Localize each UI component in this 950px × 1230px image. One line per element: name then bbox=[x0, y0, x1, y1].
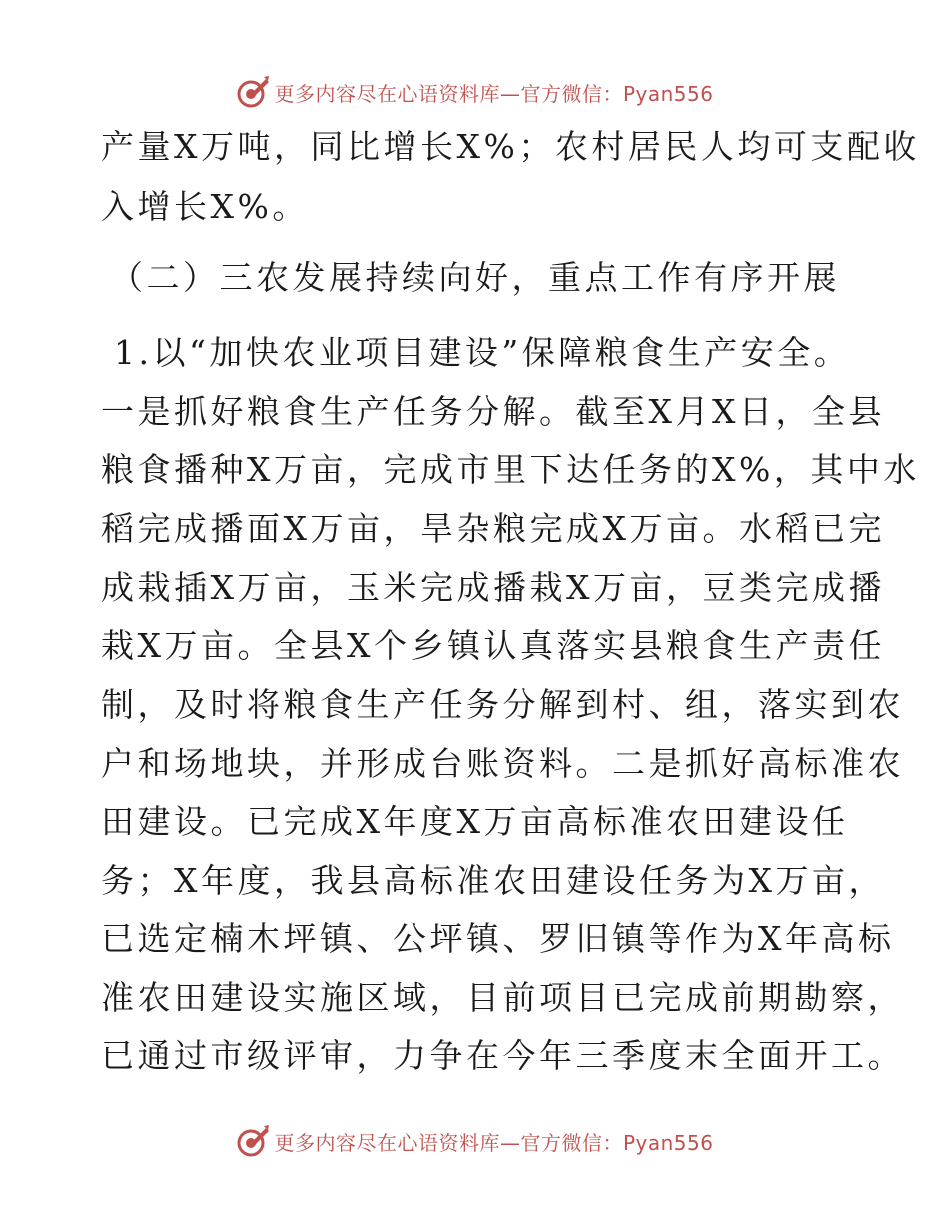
section-heading: （二）三农发展持续向好，重点工作有序开展 bbox=[110, 258, 840, 297]
pen-logo-icon bbox=[236, 75, 270, 109]
watermark-text: 更多内容尽在心语资料库—官方微信：Pyan556 bbox=[274, 81, 714, 106]
text-line: 田建设。已完成X年度X万亩高标准农田建设任 bbox=[101, 802, 849, 841]
text-line: 户和场地块，并形成台账资料。二是抓好高标准农 bbox=[101, 744, 904, 783]
text-line: 产量X万吨，同比增长X%；农村居民人均可支配收 bbox=[101, 127, 920, 166]
text-line: 已通过市级评审，力争在今年三季度末全面开工。 bbox=[101, 1036, 904, 1075]
watermark-text: 更多内容尽在心语资料库—官方微信：Pyan556 bbox=[274, 1130, 714, 1155]
text-line: 已选定楠木坪镇、公坪镇、罗旧镇等作为X年高标 bbox=[101, 919, 895, 958]
text-line: 入增长X%。 bbox=[101, 187, 309, 226]
footer-watermark bbox=[0, 1121, 950, 1161]
text-line: 准农田建设实施区域，目前项目已完成前期勘察， bbox=[101, 978, 904, 1017]
text-line: 粮食播种X万亩，完成市里下达任务的X%，其中水 bbox=[101, 450, 920, 489]
header-watermark bbox=[0, 72, 950, 112]
text-line: 栽X万亩。全县X个乡镇认真落实县粮食生产责任 bbox=[101, 626, 885, 665]
text-line: 务；X年度，我县高标准农田建设任务为X万亩， bbox=[101, 861, 885, 900]
text-line: 稻完成播面X万亩，旱杂粮完成X万亩。水稻已完 bbox=[101, 509, 885, 548]
text-line: 制，及时将粮食生产任务分解到村、组，落实到农 bbox=[101, 685, 904, 724]
text-line: 成栽插X万亩，玉米完成播栽X万亩，豆类完成播 bbox=[101, 568, 885, 607]
subsection-heading: 1.以“加快农业项目建设”保障粮食生产安全。 bbox=[114, 333, 851, 372]
pen-logo-icon bbox=[236, 1124, 270, 1158]
text-line: 一是抓好粮食生产任务分解。截至X月X日，全县 bbox=[101, 392, 885, 431]
